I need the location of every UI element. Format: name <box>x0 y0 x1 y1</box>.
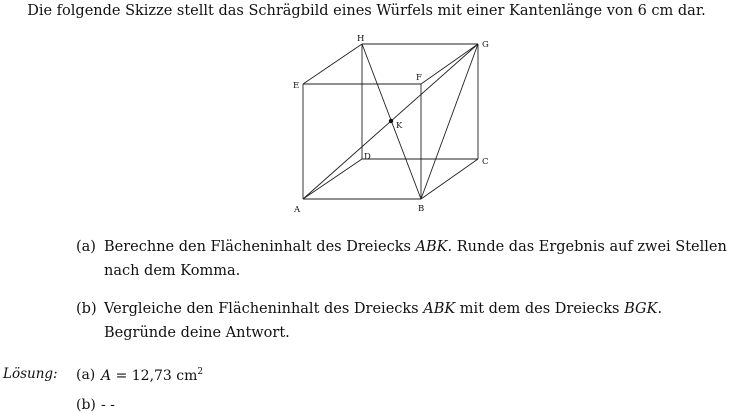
vertex-label-H: H <box>357 34 365 44</box>
task-b-text: Vergleiche den Flächeninhalt des Dreiecks ABK mit dem des Dreiecks BGK. Begründe deine Antwort. <box>104 301 663 341</box>
diagonal-BG <box>421 44 478 199</box>
math-BGK: BGK <box>624 301 658 317</box>
edge-AD <box>303 159 362 199</box>
vertex-label-G: G <box>482 40 489 50</box>
edge-BC <box>421 159 478 199</box>
solution-title: Lösung: <box>3 366 58 382</box>
point-K <box>389 119 393 123</box>
solution-a-label: (a) <box>76 367 96 383</box>
task-a-label: (a) <box>76 239 96 255</box>
solution-b-text: - - <box>101 397 115 413</box>
vertex-label-K: K <box>396 121 403 131</box>
vertex-label-A: A <box>294 205 301 215</box>
edge-EH <box>303 44 362 84</box>
edge-FG <box>421 44 478 84</box>
vertex-label-B: B <box>418 204 425 214</box>
math-ABK: ABK <box>415 239 448 255</box>
task-a-text: Berechne den Flächeninhalt des Dreiecks ABK. Runde das Ergebnis auf zwei Stellen nach dem Komma. <box>104 239 727 279</box>
vertex-label-C: C <box>482 157 489 167</box>
math-ABK: ABK <box>423 301 456 317</box>
vertex-label-E: E <box>293 81 300 91</box>
solution-b-label: (b) <box>76 397 96 413</box>
intro-text: Die folgende Skizze stellt das Schrägbild eines Würfels mit einer Kantenlänge von 6 cm dar. <box>27 3 706 19</box>
vertex-label-F: F <box>416 73 422 83</box>
vertex-label-D: D <box>364 152 371 162</box>
task-b-label: (b) <box>76 301 97 317</box>
solution-a-text: A = 12,73 $cm^2$ <box>101 367 204 384</box>
